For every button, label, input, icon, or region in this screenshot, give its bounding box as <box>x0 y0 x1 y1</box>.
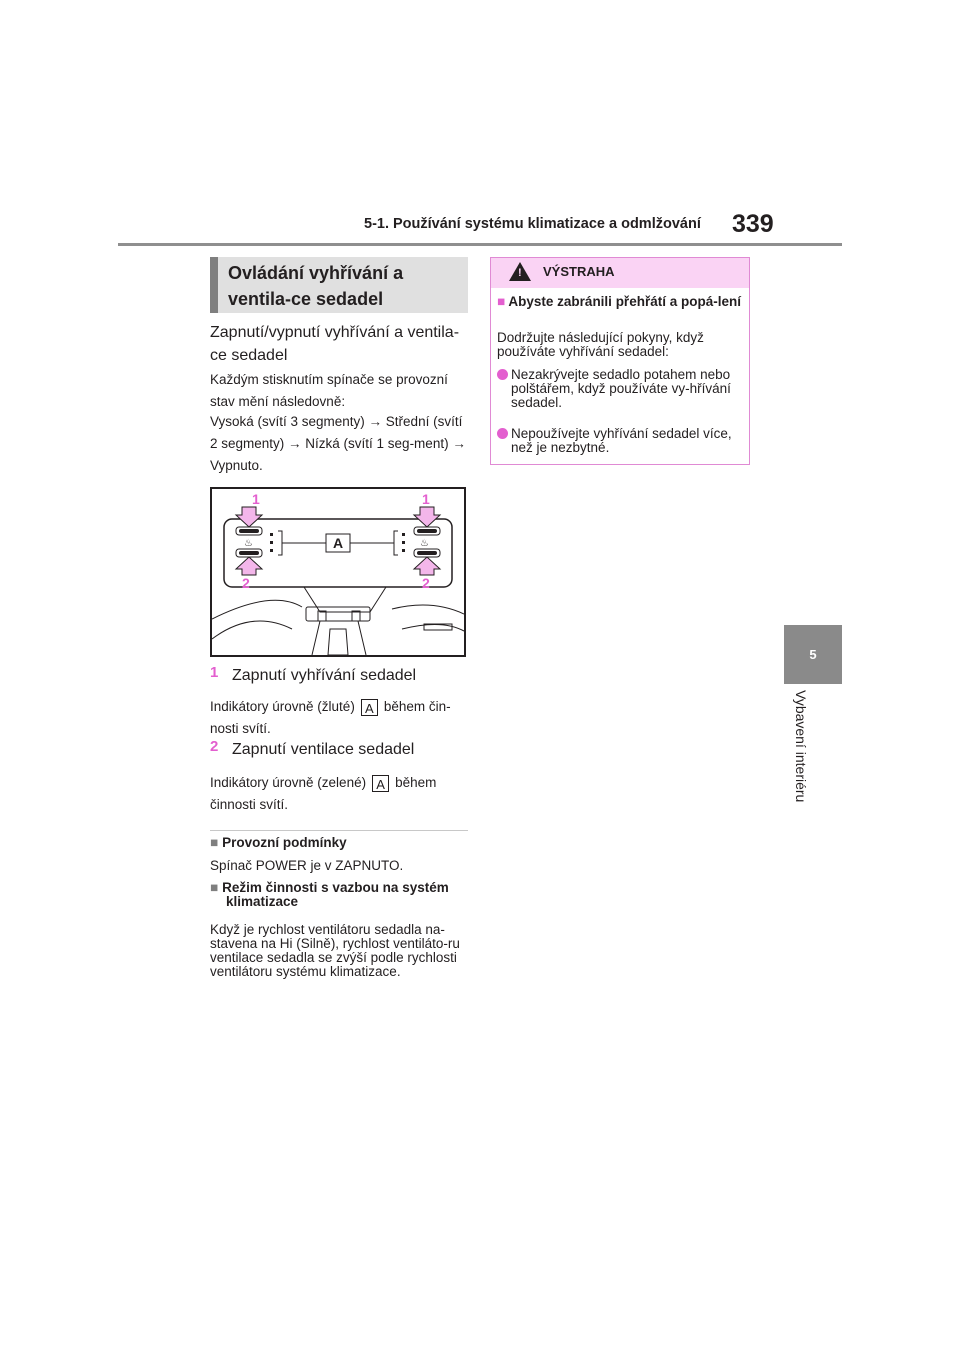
left-buttons <box>236 527 282 557</box>
callout-pointer <box>304 587 386 612</box>
label-a: A <box>332 535 344 551</box>
page-number: 339 <box>732 210 774 238</box>
section-title: Ovládání vyhřívání a ventila-ce sedadel <box>228 263 404 309</box>
label-1-left: 1 <box>252 491 260 507</box>
warning-bullet-1-text: Nezakrývejte sedadlo potahem nebo polštářem, když používáte vy-hřívání sedadel. <box>511 367 731 410</box>
warning-header <box>491 258 749 288</box>
seat-switch-illustration <box>212 489 464 655</box>
square-bullet-icon: ■ <box>497 294 506 309</box>
label-1-right: 1 <box>422 491 430 507</box>
section-title-box <box>210 257 468 313</box>
step-1-number: 1 <box>210 664 219 681</box>
subsection-1-heading <box>210 836 468 850</box>
arrow-1-right <box>414 507 440 527</box>
arrow-2-right <box>414 557 440 575</box>
warning-intro: Dodržujte následující pokyny, když používáte vyhřívání sedadel: <box>497 330 704 359</box>
step-1-indicator-before: Indikátory úrovně (žluté) <box>210 699 355 714</box>
subsection-1-text: Spínač POWER je v ZAPNUTO. <box>210 858 404 873</box>
arrow-1-left <box>236 507 262 527</box>
warning-heading <box>497 295 743 309</box>
step-2-indicator-after: během činnosti svítí. <box>210 775 437 812</box>
label-2-left: 2 <box>242 575 250 591</box>
step-2-indicator-before: Indikátory úrovně (zelené) <box>210 775 367 790</box>
warning-bullet-2 <box>497 427 743 455</box>
chapter-label <box>787 690 809 840</box>
square-bullet-icon: ■ <box>210 880 219 895</box>
step-1-indicator-a: A <box>361 699 378 716</box>
warning-title: VÝSTRAHA <box>543 264 615 279</box>
arrow-2-left <box>236 557 262 575</box>
seat-switch-figure <box>210 487 466 657</box>
header-rule <box>118 243 842 246</box>
intro-sequence: Vysoká (svítí 3 segmenty) → Střední (svítí 2 segmenty) → Nízká (svítí 1 seg-ment) → Vypnuto. <box>210 414 466 473</box>
square-bullet-icon: ■ <box>210 835 219 850</box>
step-1-indicator <box>210 696 470 740</box>
subsection-2-heading <box>210 881 468 909</box>
right-buttons <box>394 527 440 557</box>
warning-bullet-2-text: Nepoužívejte vyhřívání sedadel více, než je nezbytné. <box>511 426 732 455</box>
intro-heading: Zapnutí/vypnutí vyhřívání a ventila-ce sedadel <box>210 324 460 364</box>
chapter-label-text: Vybavení interiéru <box>793 690 809 803</box>
bullet-dot-icon <box>497 369 508 380</box>
svg-text:♨: ♨ <box>420 538 429 549</box>
subsection-2-text: Když je rychlost ventilátoru sedadla na-stavena na Hi (Silně), rychlost ventiláto-ru ventilace sedadla se zvýší podle rychlosti ventilátoru systému klimatizace. <box>210 922 460 979</box>
subsection-2-heading-text: Režim činnosti s vazbou na systém klimatizace <box>222 880 449 909</box>
step-2-number: 2 <box>210 738 219 755</box>
subsection-1-heading-text: Provozní podmínky <box>222 835 347 850</box>
step-2-title: Zapnutí ventilace sedadel <box>232 741 415 758</box>
intro-description: Každým stisknutím spínače se provozní stav mění následovně: <box>210 372 448 409</box>
subsection-divider <box>210 830 468 831</box>
warning-heading-text: Abyste zabránili přehřátí a popá-lení <box>508 294 741 309</box>
step-2-indicator-a: A <box>372 775 389 792</box>
dashboard-lines <box>212 600 464 639</box>
warning-bullet-1 <box>497 368 743 410</box>
bullet-dot-icon <box>497 428 508 439</box>
step-1-title: Zapnutí vyhřívání sedadel <box>232 667 417 684</box>
svg-text:♨: ♨ <box>244 538 253 549</box>
chapter-tab: 5 <box>784 625 842 684</box>
center-console <box>312 621 366 655</box>
step-2-indicator <box>210 772 470 816</box>
warning-triangle-icon: ! <box>509 262 531 281</box>
running-header: 5-1. Používání systému klimatizace a odmlžování <box>364 216 701 232</box>
step-1-indicator-after: během čin-nosti svítí. <box>210 699 451 736</box>
label-2-right: 2 <box>422 575 430 591</box>
